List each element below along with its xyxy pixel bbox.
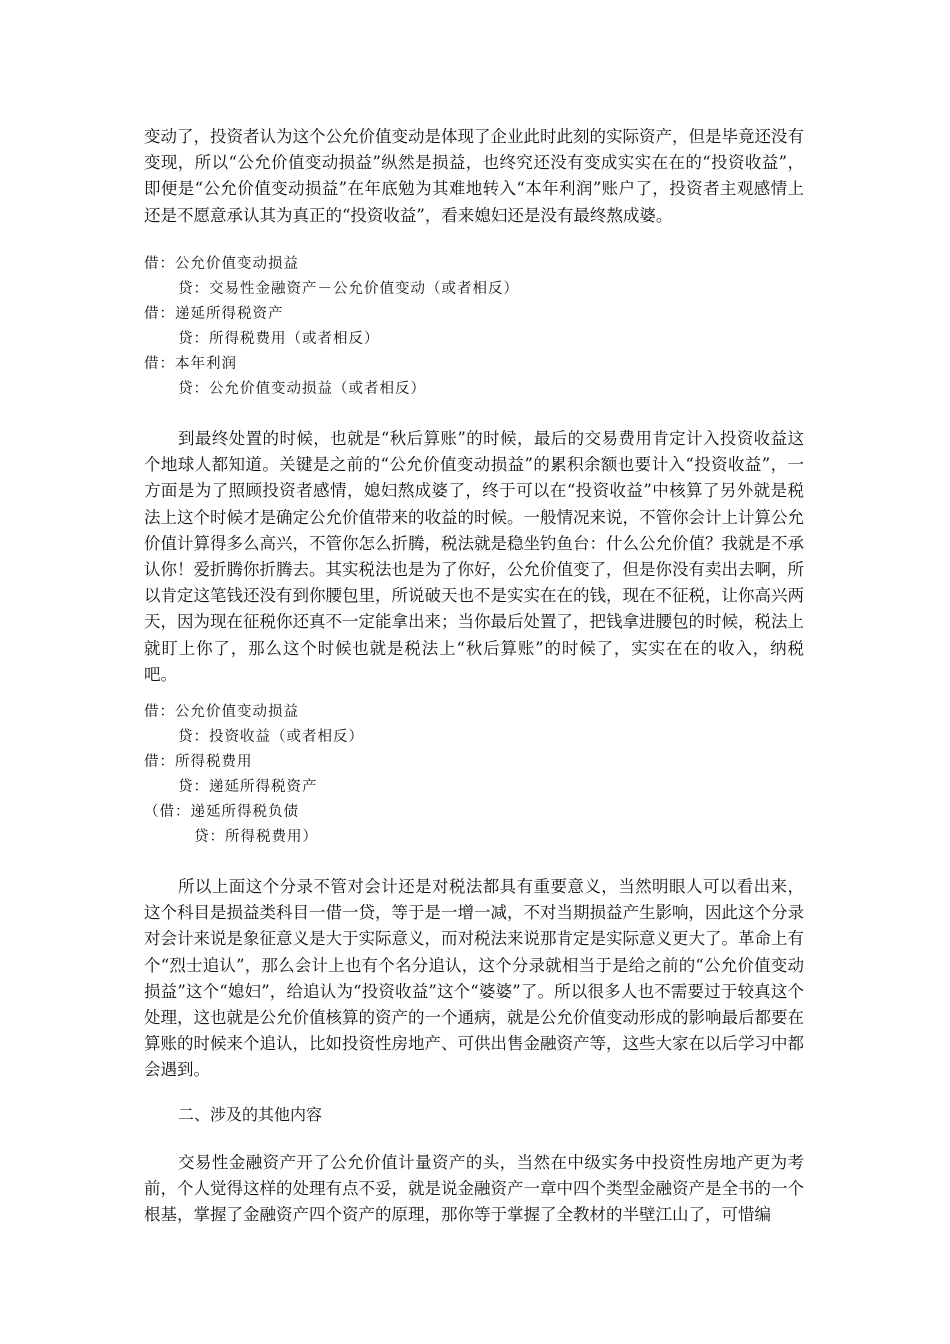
journal-entry-line: 借：递延所得税资产 xyxy=(144,306,284,322)
journal-entry-line: 贷：投资收益（或者相反） xyxy=(178,729,364,745)
paragraph-2: 到最终处置的时候，也就是“秋后算账”的时候，最后的交易费用肯定计入投资收益这个地球人都知道。关键是之前的“公允价值变动损益”的累积余额也要计入“投资收益”，一方面是为了照顾投资者感情，媳妇熬成婆了，终于可以在“投资收益”中核算了另外就是税法上这个时候才是确定公允价值带来的收益的时候。一般情况来说，不管你会计上计算公允价值计算得多么高兴，不管你怎么折腾，税法就是稳坐钓鱼台：什么公允价值？我就是不承认你！爱折腾你折腾去。其实税法也是为了你好，公允价值变了，但是你没有卖出去啊，所以肯定这笔钱还没有到你腰包里，所说破天也不是实实在在的钱，现在不征税，让你高兴两天，因为现在征税你还真不一定能拿出来；当你最后处置了，把钱拿进腰包的时候，税法上就盯上你了，那么这个时候也就是税法上“秋后算账”的时候了，实实在在的收入，纳税吧。 xyxy=(144,429,804,684)
journal-entry-line: 借：公允价值变动损益 xyxy=(144,704,299,720)
journal-entry-line: 借：本年利润 xyxy=(144,356,237,372)
journal-entry-line: 贷：递延所得税资产 xyxy=(178,779,318,795)
journal-entry-line: 借：所得税费用 xyxy=(144,754,253,770)
journal-entry-line: 贷：交易性金融资产－公允价值变动（或者相反） xyxy=(178,281,519,297)
journal-entry-line: 贷：所得税费用） xyxy=(194,829,318,845)
paragraph-1: 变动了，投资者认为这个公允价值变动是体现了企业此时此刻的实际资产，但是毕竟还没有变现，所以“公允价值变动损益”纵然是损益，也终究还没有变成实实在在的“投资收益”，即便是“公允价值变动损益”在年底勉为其难地转入“本年利润”账户了，投资者主观感情上还是不愿意承认其为真正的“投资收益”，看来媳妇还是没有最终熬成婆。 xyxy=(144,127,804,225)
journal-entry-line: （借：递延所得税负债 xyxy=(144,804,299,820)
paragraph-4: 交易性金融资产开了公允价值计量资产的头，当然在中级实务中投资性房地产更为考前，个人觉得这样的处理有点不妥，就是说金融资产一章中四个类型金融资产是全书的一个根基，掌握了金融资产四个资产的原理，那你等于掌握了全教材的半壁江山了，可惜编 xyxy=(144,1153,804,1225)
paragraph-3: 所以上面这个分录不管对会计还是对税法都具有重要意义，当然明眼人可以看出来，这个科目是损益类科目一借一贷，等于是一增一减，不对当期损益产生影响，因此这个分录对会计来说是象征意义是大于实际意义，而对税法来说那肯定是实际意义更大了。革命上有个“烈士追认”，那么会计上也有个名分追认，这个分录就相当于是给之前的“公允价值变动损益”这个“媳妇”，给追认为“投资收益”这个“婆婆”了。所以很多人也不需要过于较真这个处理，这也就是公允价值核算的资产的一个通病，就是公允价值变动形成的影响最后都要在算账的时候来个追认，比如投资性房地产、可供出售金融资产等，这些大家在以后学习中都会遇到。 xyxy=(144,877,804,1080)
journal-entry-line: 贷：所得税费用（或者相反） xyxy=(178,331,380,347)
journal-entry-line: 贷：公允价值变动损益（或者相反） xyxy=(178,381,426,397)
section-heading: 二、涉及的其他内容 xyxy=(178,1105,323,1124)
journal-entry-line: 借：公允价值变动损益 xyxy=(144,256,299,272)
